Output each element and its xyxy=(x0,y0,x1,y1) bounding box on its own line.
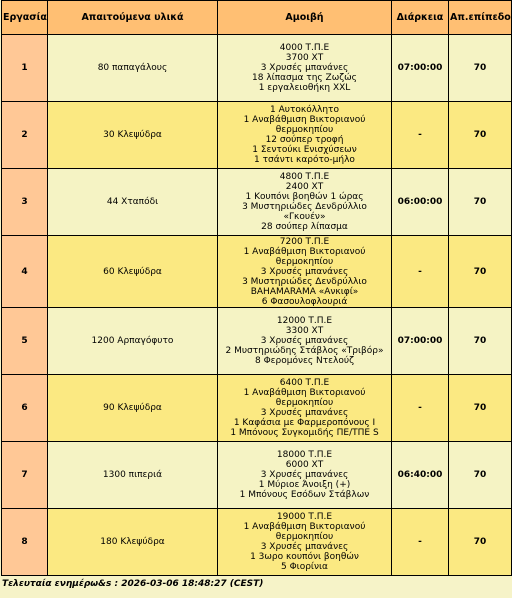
tasks-table xyxy=(1,0,512,576)
table-row xyxy=(2,375,512,442)
reward-line: 3 Χρυσές μπανάνες xyxy=(260,542,349,552)
materials-cell: 60 Κλεψύδρα xyxy=(48,236,218,308)
reward-line: 3 Χρυσές μπανάνες xyxy=(260,336,349,346)
level-cell: 70 xyxy=(449,169,512,236)
duration-cell: 07:00:00 xyxy=(392,308,449,375)
reward-line: 1 Αναβάθμιση Βικτοριανού xyxy=(243,115,366,125)
reward-cell xyxy=(218,102,392,169)
reward-line: 1 Σεντούκι Ενισχύσεων xyxy=(252,145,357,155)
reward-line: 3 Χρυσές μπανάνες xyxy=(260,63,349,73)
reward-line: 5 Φιορίνια xyxy=(281,562,328,572)
reward-cell xyxy=(218,375,392,442)
task-number-cell: 8 xyxy=(2,509,48,576)
reward-line: 3 Χρυσές μπανάνες xyxy=(260,408,349,418)
task-number-cell: 5 xyxy=(2,308,48,375)
reward-line: 19000 Τ.Π.Ε xyxy=(276,512,333,522)
duration-cell: - xyxy=(392,236,449,308)
duration-cell: 07:00:00 xyxy=(392,35,449,102)
last-updated: Τελευταία ενημέρω&s : 2026-03-06 18:48:27 (CEST) xyxy=(2,579,264,589)
reward-line: 6 Φασουλοφλουριά xyxy=(261,296,348,307)
reward-line: 3300 ΧΤ xyxy=(285,326,324,336)
level-cell: 70 xyxy=(449,375,512,442)
duration-cell: 06:40:00 xyxy=(392,442,449,509)
reward-line: 18000 Τ.Π.Ε xyxy=(276,450,333,460)
reward-line: 1 Αυτοκόλλητο xyxy=(270,105,339,115)
reward-line: 3 Χρυσές μπανάνες xyxy=(260,470,349,480)
materials-cell: 180 Κλεψύδρα xyxy=(48,509,218,576)
duration-cell: - xyxy=(392,509,449,576)
reward-line: 2 Μυστηριώδης Στάβλος «Τριβόρ» xyxy=(225,346,384,356)
task-number-cell: 1 xyxy=(2,35,48,102)
header-duration: Διάρκεια xyxy=(392,1,449,35)
reward-line: θερμοκηπίου xyxy=(275,532,334,542)
level-cell: 70 xyxy=(449,35,512,102)
reward-cell xyxy=(218,35,392,102)
task-number-cell: 6 xyxy=(2,375,48,442)
reward-line: 1 Αναβάθμιση Βικτοριανού xyxy=(243,246,366,257)
table-row xyxy=(2,308,512,375)
header-reward: Αμοιβή xyxy=(218,1,392,35)
level-cell: 70 xyxy=(449,509,512,576)
task-number-cell: 4 xyxy=(2,236,48,308)
reward-line: 1 εργαλειοθήκη XXL xyxy=(258,83,351,93)
header-level: Απ.επίπεδο xyxy=(449,1,512,35)
task-number-cell: 3 xyxy=(2,169,48,236)
reward-line: 2400 ΧΤ xyxy=(285,182,324,192)
reward-line: 1 3ωρο κουπόνι βοηθών xyxy=(250,552,359,562)
materials-cell: 44 Χταπόδι xyxy=(48,169,218,236)
reward-line: 12 σούπερ τροφή xyxy=(265,135,344,145)
reward-line: 3 Χρυσές μπανάνες xyxy=(260,266,349,277)
materials-cell: 1200 Αρπαγόφυτο xyxy=(48,308,218,375)
reward-line: 12000 Τ.Π.Ε xyxy=(276,316,333,326)
reward-cell xyxy=(218,169,392,236)
reward-cell xyxy=(218,308,392,375)
materials-cell: 1300 πιπεριά xyxy=(48,442,218,509)
duration-cell: - xyxy=(392,375,449,442)
header-materials: Απαιτούμενα υλικά xyxy=(48,1,218,35)
level-cell: 70 xyxy=(449,236,512,308)
reward-line: BAHAMARAMA «Ανκιφί» xyxy=(250,286,359,297)
reward-line: «Γκουέν» xyxy=(283,212,326,222)
reward-cell xyxy=(218,236,392,308)
reward-line: 1 Αναβάθμιση Βικτοριανού xyxy=(243,522,366,532)
reward-line: 1 Μύριοε Άνοιξη (+) xyxy=(258,480,351,490)
reward-line: 4800 Τ.Π.Ε xyxy=(279,172,330,182)
reward-line: 3700 ΧΤ xyxy=(285,53,324,63)
reward-line: 1 τσάντι καρότο-μήλο xyxy=(254,155,355,165)
header-task: Εργασία xyxy=(2,1,48,35)
task-number-cell: 7 xyxy=(2,442,48,509)
table-row xyxy=(2,102,512,169)
level-cell: 70 xyxy=(449,442,512,509)
reward-line: θερμοκηπίου xyxy=(275,256,334,267)
header-row xyxy=(2,1,512,35)
reward-cell xyxy=(218,509,392,576)
table-row xyxy=(2,169,512,236)
task-number-cell: 2 xyxy=(2,102,48,169)
reward-line: 6000 ΧΤ xyxy=(285,460,324,470)
table-row xyxy=(2,509,512,576)
table-row xyxy=(2,442,512,509)
reward-line: 1 Καφάσια με Φαρμεροπόνους Ι xyxy=(233,418,376,428)
materials-cell: 90 Κλεψύδρα xyxy=(48,375,218,442)
reward-line: 3 Μυστηριώδες Δενδρύλλιο xyxy=(242,276,367,287)
materials-cell: 80 παπαγάλους xyxy=(48,35,218,102)
reward-line: 1 Αναβάθμιση Βικτοριανού xyxy=(243,388,366,398)
reward-line: θερμοκηπίου xyxy=(275,398,334,408)
reward-line: 8 Φερομόνες Ντελούζ xyxy=(255,356,354,366)
reward-line: 7200 Τ.Π.Ε xyxy=(279,236,330,247)
reward-line: θερμοκηπίου xyxy=(275,125,334,135)
reward-line: 1 Μπόνους Συγκομιδής ΠΕ/ΤΠΕ S xyxy=(230,428,379,438)
level-cell: 70 xyxy=(449,102,512,169)
table-row xyxy=(2,35,512,102)
level-cell: 70 xyxy=(449,308,512,375)
reward-line: 3 Μυστηριώδες Δενδρύλλιο xyxy=(242,202,367,212)
duration-cell: - xyxy=(392,102,449,169)
reward-cell xyxy=(218,442,392,509)
reward-line: 4000 Τ.Π.Ε xyxy=(279,43,330,53)
reward-line: 1 Κουπόνι βοηθών 1 ώρας xyxy=(245,192,364,202)
reward-line: 28 σούπερ λίπασμα xyxy=(261,222,348,232)
duration-cell: 06:00:00 xyxy=(392,169,449,236)
reward-line: 18 λίπασμα της Ζωζώς xyxy=(252,73,357,83)
reward-line: 1 Μπόνους Εσόδων Στάβλων xyxy=(239,490,370,500)
table-row xyxy=(2,236,512,308)
reward-line: 6400 Τ.Π.Ε xyxy=(279,378,330,388)
materials-cell: 30 Κλεψύδρα xyxy=(48,102,218,169)
